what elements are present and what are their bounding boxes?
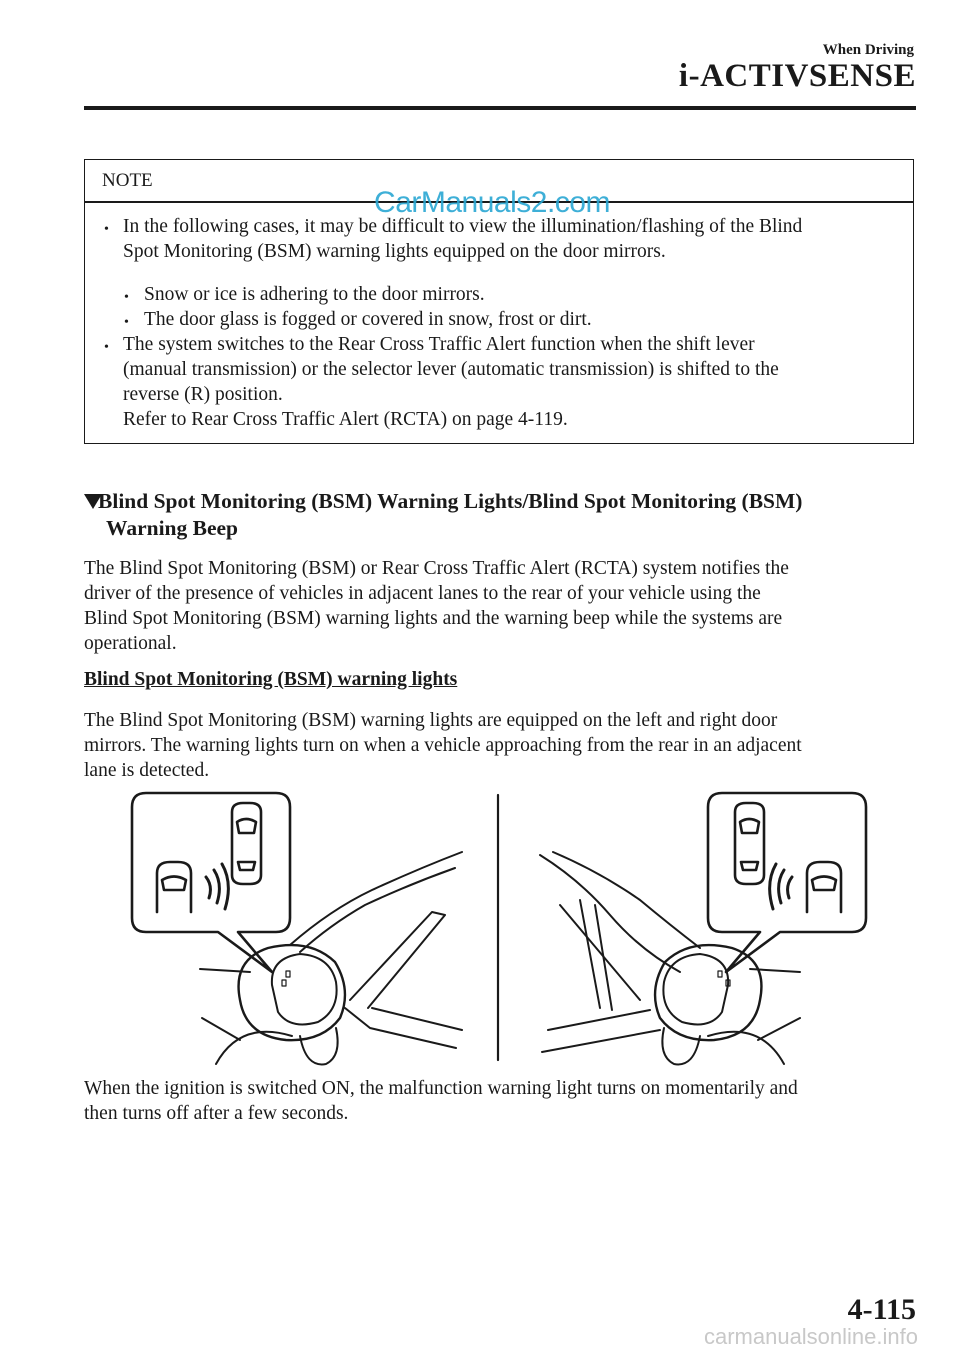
note-item-2-line-3: reverse (R) position. xyxy=(123,384,283,405)
note-subitem-2: The door glass is fogged or covered in snow, frost or dirt. xyxy=(144,309,592,330)
left-mirror-callout xyxy=(132,793,290,972)
chapter-title: When Driving xyxy=(822,42,914,58)
paragraph-3-line-1: When the ignition is switched ON, the malfunction warning light turns on momentarily and xyxy=(84,1078,798,1099)
note-subitem-1: Snow or ice is adhering to the door mirrors. xyxy=(144,284,485,305)
bullet-icon: • xyxy=(124,290,129,305)
paragraph-1-line-1: The Blind Spot Monitoring (BSM) or Rear Cross Traffic Alert (RCTA) system notifies the xyxy=(84,558,789,579)
note-item-2-line-4: Refer to Rear Cross Traffic Alert (RCTA) on page 4-119. xyxy=(123,409,568,430)
paragraph-2-line-2: mirrors. The warning lights turn on when a vehicle approaching from the rear in an adjacent xyxy=(84,735,802,756)
note-item-2-line-1: The system switches to the Rear Cross Traffic Alert function when the shift lever xyxy=(123,334,755,355)
note-title: NOTE xyxy=(102,170,153,191)
mirror-indicator-icon xyxy=(282,971,290,986)
paragraph-2-line-1: The Blind Spot Monitoring (BSM) warning lights are equipped on the left and right door xyxy=(84,710,778,731)
note-item-1-line-2: Spot Monitoring (BSM) warning lights equipped on the door mirrors. xyxy=(123,241,666,262)
section-title: i-ACTIVSENSE xyxy=(678,58,916,94)
footer-logo: carmanualsonline.info xyxy=(703,1324,918,1349)
paragraph-1-line-4: operational. xyxy=(84,633,177,654)
note-item-2-line-2: (manual transmission) or the selector lever (automatic transmission) is shifted to the xyxy=(123,359,779,380)
paragraph-1-line-3: Blind Spot Monitoring (BSM) warning lights and the warning beep while the systems are xyxy=(84,608,783,629)
watermark: CarManuals2.com xyxy=(374,186,610,219)
subheading: Blind Spot Monitoring (BSM) warning lights xyxy=(84,669,458,690)
section-heading-line-1: Blind Spot Monitoring (BSM) Warning Lights/Blind Spot Monitoring (BSM) xyxy=(98,489,803,513)
bullet-icon: • xyxy=(104,222,109,237)
paragraph-3-line-2: then turns off after a few seconds. xyxy=(84,1103,349,1124)
paragraph-2-line-3: lane is detected. xyxy=(84,760,210,781)
section-heading-line-2: Warning Beep xyxy=(106,516,239,540)
bullet-icon: • xyxy=(104,340,109,355)
page-number: 4-115 xyxy=(847,1293,916,1326)
bullet-icon: • xyxy=(124,315,129,330)
note-item-1-line-1: In the following cases, it may be difficult to view the illumination/flashing of the Blind xyxy=(123,216,803,237)
paragraph-1-line-2: driver of the presence of vehicles in adjacent lanes to the rear of your vehicle using the xyxy=(84,583,761,604)
right-mirror-callout xyxy=(708,793,866,972)
